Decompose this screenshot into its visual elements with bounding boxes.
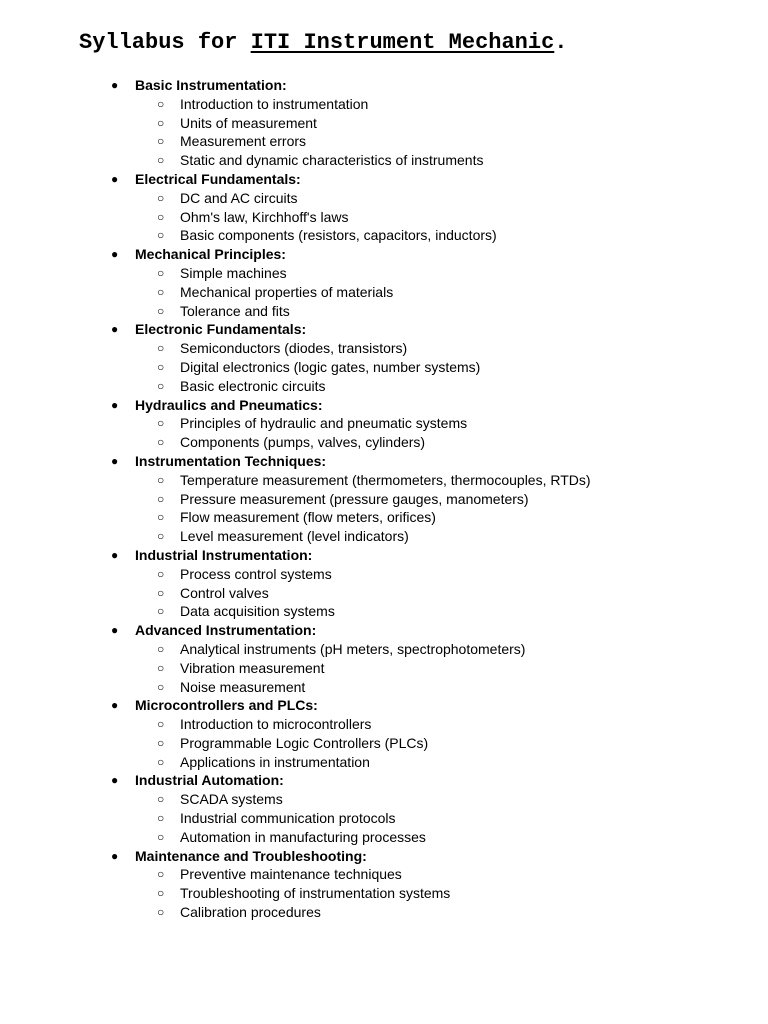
hollow-bullet-icon: ○: [157, 153, 165, 168]
list-item: [0, 189, 768, 208]
section-items: [0, 189, 768, 245]
page-title: [79, 28, 568, 58]
hollow-bullet-icon: ○: [157, 96, 165, 111]
list-item: [0, 678, 768, 697]
list-item: [0, 132, 768, 151]
hollow-bullet-icon: ○: [157, 641, 165, 656]
list-item-text: Temperature measurement (thermometers, thermocouples, RTDs): [180, 471, 591, 488]
list-item-text: Tolerance and fits: [180, 302, 290, 319]
syllabus-section: [0, 320, 768, 395]
filled-bullet-icon: ●: [111, 171, 119, 186]
syllabus-section: [0, 621, 768, 696]
list-item-text: Level measurement (level indicators): [180, 528, 409, 545]
list-item-text: Automation in manufacturing processes: [180, 828, 426, 845]
section-title: Mechanical Principles:: [135, 246, 286, 263]
hollow-bullet-icon: ○: [157, 265, 165, 280]
section-title: Maintenance and Troubleshooting:: [135, 847, 367, 864]
list-item: [0, 433, 768, 452]
list-item-text: Calibration procedures: [180, 904, 321, 921]
hollow-bullet-icon: ○: [157, 886, 165, 901]
list-item: [0, 414, 768, 433]
list-item-text: Static and dynamic characteristics of instruments: [180, 152, 484, 169]
section-heading: [0, 847, 768, 866]
list-item: [0, 584, 768, 603]
list-item: [0, 508, 768, 527]
syllabus-section: [0, 771, 768, 846]
section-heading: [0, 245, 768, 264]
list-item-text: Flow measurement (flow meters, orifices): [180, 509, 436, 526]
list-item: [0, 114, 768, 133]
list-item: [0, 264, 768, 283]
syllabus-section: [0, 245, 768, 320]
syllabus-section: [0, 546, 768, 621]
list-item-text: Pressure measurement (pressure gauges, manometers): [180, 490, 529, 507]
section-items: [0, 264, 768, 320]
list-item: [0, 358, 768, 377]
list-item: [0, 151, 768, 170]
list-item-text: Ohm's law, Kirchhoff's laws: [180, 208, 349, 225]
list-item-text: Preventive maintenance techniques: [180, 866, 402, 883]
list-item-text: Components (pumps, valves, cylinders): [180, 434, 426, 451]
syllabus-section: [0, 76, 768, 170]
filled-bullet-icon: ●: [111, 247, 119, 262]
list-item: [0, 283, 768, 302]
hollow-bullet-icon: ○: [157, 754, 165, 769]
list-item-text: Units of measurement: [180, 114, 317, 131]
syllabus-section: [0, 696, 768, 771]
section-heading: [0, 170, 768, 189]
section-title: Instrumentation Techniques:: [135, 452, 327, 469]
list-item: [0, 753, 768, 772]
section-items: [0, 565, 768, 621]
list-item-text: Applications in instrumentation: [180, 753, 370, 770]
hollow-bullet-icon: ○: [157, 566, 165, 581]
list-item-text: Vibration measurement: [180, 659, 325, 676]
hollow-bullet-icon: ○: [157, 303, 165, 318]
filled-bullet-icon: ●: [111, 773, 119, 788]
list-item-text: Principles of hydraulic and pneumatic systems: [180, 415, 468, 432]
section-items: [0, 339, 768, 395]
list-item: [0, 490, 768, 509]
hollow-bullet-icon: ○: [157, 792, 165, 807]
list-item: [0, 659, 768, 678]
hollow-bullet-icon: ○: [157, 717, 165, 732]
hollow-bullet-icon: ○: [157, 134, 165, 149]
syllabus-list: [0, 76, 768, 922]
section-title: Hydraulics and Pneumatics:: [135, 396, 323, 413]
list-item: [0, 339, 768, 358]
list-item-text: Digital electronics (logic gates, number systems): [180, 358, 481, 375]
section-items: [0, 715, 768, 771]
section-title: Industrial Instrumentation:: [135, 546, 313, 563]
filled-bullet-icon: ●: [111, 698, 119, 713]
list-item-text: Introduction to instrumentation: [180, 95, 369, 112]
section-title: Electrical Fundamentals:: [135, 170, 301, 187]
list-item-text: Noise measurement: [180, 678, 306, 695]
hollow-bullet-icon: ○: [157, 359, 165, 374]
hollow-bullet-icon: ○: [157, 604, 165, 619]
filled-bullet-icon: ●: [111, 322, 119, 337]
list-item: [0, 640, 768, 659]
list-item: [0, 884, 768, 903]
syllabus-section: [0, 847, 768, 922]
hollow-bullet-icon: ○: [157, 284, 165, 299]
section-items: [0, 640, 768, 696]
list-item-text: Data acquisition systems: [180, 603, 335, 620]
section-heading: [0, 320, 768, 339]
list-item: [0, 377, 768, 396]
list-item: [0, 715, 768, 734]
list-item: [0, 527, 768, 546]
title-prefix: Syllabus for: [79, 30, 251, 55]
hollow-bullet-icon: ○: [157, 378, 165, 393]
hollow-bullet-icon: ○: [157, 115, 165, 130]
list-item: [0, 565, 768, 584]
list-item: [0, 471, 768, 490]
section-heading: [0, 696, 768, 715]
hollow-bullet-icon: ○: [157, 811, 165, 826]
list-item-text: Control valves: [180, 584, 269, 601]
list-item-text: Analytical instruments (pH meters, spectrophotometers): [180, 640, 526, 657]
list-item-text: Process control systems: [180, 565, 332, 582]
list-item: [0, 226, 768, 245]
hollow-bullet-icon: ○: [157, 209, 165, 224]
hollow-bullet-icon: ○: [157, 585, 165, 600]
section-title: Advanced Instrumentation:: [135, 622, 317, 639]
hollow-bullet-icon: ○: [157, 510, 165, 525]
title-suffix: .: [554, 30, 568, 55]
hollow-bullet-icon: ○: [157, 735, 165, 750]
list-item: [0, 602, 768, 621]
filled-bullet-icon: ●: [111, 623, 119, 638]
hollow-bullet-icon: ○: [157, 867, 165, 882]
section-heading: [0, 76, 768, 95]
section-heading: [0, 396, 768, 415]
list-item: [0, 790, 768, 809]
section-heading: [0, 546, 768, 565]
hollow-bullet-icon: ○: [157, 829, 165, 844]
section-items: [0, 95, 768, 170]
list-item-text: Introduction to microcontrollers: [180, 716, 372, 733]
section-title: Microcontrollers and PLCs:: [135, 697, 318, 714]
list-item-text: Mechanical properties of materials: [180, 283, 394, 300]
list-item: [0, 734, 768, 753]
hollow-bullet-icon: ○: [157, 529, 165, 544]
hollow-bullet-icon: ○: [157, 416, 165, 431]
hollow-bullet-icon: ○: [157, 228, 165, 243]
list-item-text: Programmable Logic Controllers (PLCs): [180, 734, 429, 751]
filled-bullet-icon: ●: [111, 453, 119, 468]
section-heading: [0, 771, 768, 790]
hollow-bullet-icon: ○: [157, 341, 165, 356]
list-item: [0, 828, 768, 847]
section-items: [0, 790, 768, 846]
list-item-text: Basic electronic circuits: [180, 377, 326, 394]
list-item-text: Basic components (resistors, capacitors, inductors): [180, 227, 497, 244]
list-item-text: Troubleshooting of instrumentation systems: [180, 885, 451, 902]
hollow-bullet-icon: ○: [157, 660, 165, 675]
list-item-text: SCADA systems: [180, 791, 283, 808]
section-items: [0, 414, 768, 452]
section-title: Electronic Fundamentals:: [135, 321, 307, 338]
section-items: [0, 471, 768, 546]
hollow-bullet-icon: ○: [157, 472, 165, 487]
syllabus-section: [0, 170, 768, 245]
filled-bullet-icon: ●: [111, 397, 119, 412]
hollow-bullet-icon: ○: [157, 491, 165, 506]
section-items: [0, 865, 768, 921]
list-item: [0, 903, 768, 922]
title-underlined: ITI Instrument Mechanic: [250, 30, 555, 55]
list-item: [0, 865, 768, 884]
section-heading: [0, 621, 768, 640]
list-item: [0, 809, 768, 828]
hollow-bullet-icon: ○: [157, 679, 165, 694]
section-heading: [0, 452, 768, 471]
filled-bullet-icon: ●: [111, 547, 119, 562]
section-title: Industrial Automation:: [135, 772, 284, 789]
list-item-text: Simple machines: [180, 264, 287, 281]
list-item: [0, 302, 768, 321]
list-item-text: Industrial communication protocols: [180, 810, 396, 827]
list-item: [0, 208, 768, 227]
list-item-text: Measurement errors: [180, 133, 307, 150]
section-title: Basic Instrumentation:: [135, 77, 287, 93]
hollow-bullet-icon: ○: [157, 905, 165, 920]
list-item: [0, 95, 768, 114]
syllabus-section: [0, 452, 768, 546]
list-item-text: DC and AC circuits: [180, 189, 298, 206]
filled-bullet-icon: ●: [111, 848, 119, 863]
syllabus-section: [0, 396, 768, 452]
filled-bullet-icon: ●: [111, 78, 119, 92]
hollow-bullet-icon: ○: [157, 435, 165, 450]
hollow-bullet-icon: ○: [157, 190, 165, 205]
list-item-text: Semiconductors (diodes, transistors): [180, 340, 408, 357]
